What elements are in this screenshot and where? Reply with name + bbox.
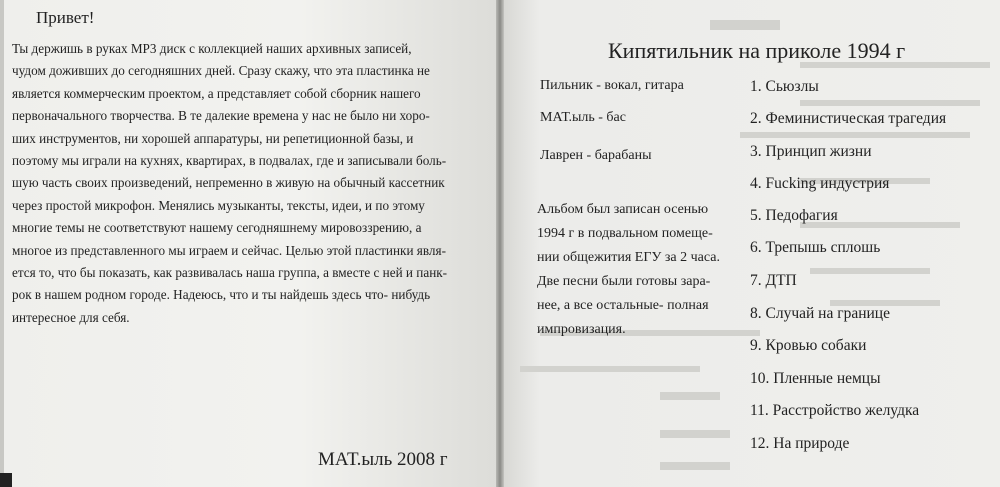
intro-text — [12, 38, 494, 329]
note-line: нии общежития ЕГУ за 2 часа. — [537, 250, 720, 265]
intro-line: ших инструментов, ни хорошей аппаратуры, ни репетиционной базы, и — [12, 130, 414, 146]
member-item: МАТ.ыль - бас — [540, 110, 626, 125]
note-line: Две песни были готовы зара- — [537, 274, 711, 289]
intro-line: чудом доживших до сегодняшних дней. Сразу скажу, что эта пластинка не — [12, 63, 430, 79]
intro-line: поэтому мы играли на кухнях, квартирах, в подвалах, где и записывали боль- — [12, 153, 447, 169]
recording-note — [537, 198, 747, 342]
member-item: Пильник - вокал, гитара — [540, 78, 684, 93]
track-item: 8. Случай на границе — [750, 305, 890, 322]
album-title: Кипятильник на приколе 1994 г — [608, 38, 906, 63]
member-item: Лаврен - барабаны — [540, 148, 652, 163]
intro-line: рок в нашем родном городе. Надеюсь, что и ты найдешь здесь что- нибудь — [12, 287, 431, 303]
track-item: 6. Трепышь сплошь — [750, 239, 881, 256]
scan-edge — [0, 473, 12, 487]
intro-line: интересное для себя. — [12, 309, 130, 325]
track-item: 7. ДТП — [750, 272, 797, 289]
intro-line: является коммерческим проектом, а представляет собой сборник нашего — [12, 85, 421, 101]
intro-line: шую часть своих произведений, непременно в живую на обычный кассетник — [12, 175, 445, 191]
signature: МАТ.ыль 2008 г — [318, 449, 448, 470]
track-item: 12. На природе — [750, 435, 850, 452]
note-line: 1994 г в подвальном помеще- — [537, 226, 713, 241]
page-edge-shadow — [0, 0, 4, 487]
greeting-heading: Привет! — [36, 8, 95, 27]
track-item: 2. Феминистическая трагедия — [750, 110, 947, 127]
track-item: 10. Пленные немцы — [750, 370, 881, 387]
track-item: 11. Расстройство желудка — [750, 402, 920, 419]
note-line: импровизация. — [537, 322, 626, 337]
track-item: 4. Fucking индустрия — [750, 175, 890, 192]
note-line: Альбом был записан осенью — [537, 202, 709, 217]
intro-line: многое из представленного мы играем и сейчас. Целью этой пластинки явля- — [12, 242, 446, 258]
book-spine — [496, 0, 504, 487]
track-item: 1. Сьюзлы — [750, 78, 819, 95]
intro-line: первоначального творчества. В те далекие времена у нас не было ни хоро- — [12, 108, 430, 124]
note-line: нее, а все остальные- полная — [537, 298, 709, 313]
track-item: 3. Принцип жизни — [750, 143, 872, 160]
intro-line: Ты держишь в руках MP3 диск с коллекцией наших архивных записей, — [12, 41, 412, 56]
intro-line: через простой микрофон. Менялись музыканты, тексты, идеи, и по этому — [12, 197, 425, 213]
intro-line: ется то, что бы показать, как развивалась наша группа, а вместе с ней и панк- — [12, 265, 448, 281]
track-item: 5. Педофагия — [750, 207, 838, 224]
track-item: 9. Кровью собаки — [750, 337, 867, 354]
intro-line: многие темы не соответствуют нашему сегодняшнему мировоззрению, а — [12, 220, 422, 236]
